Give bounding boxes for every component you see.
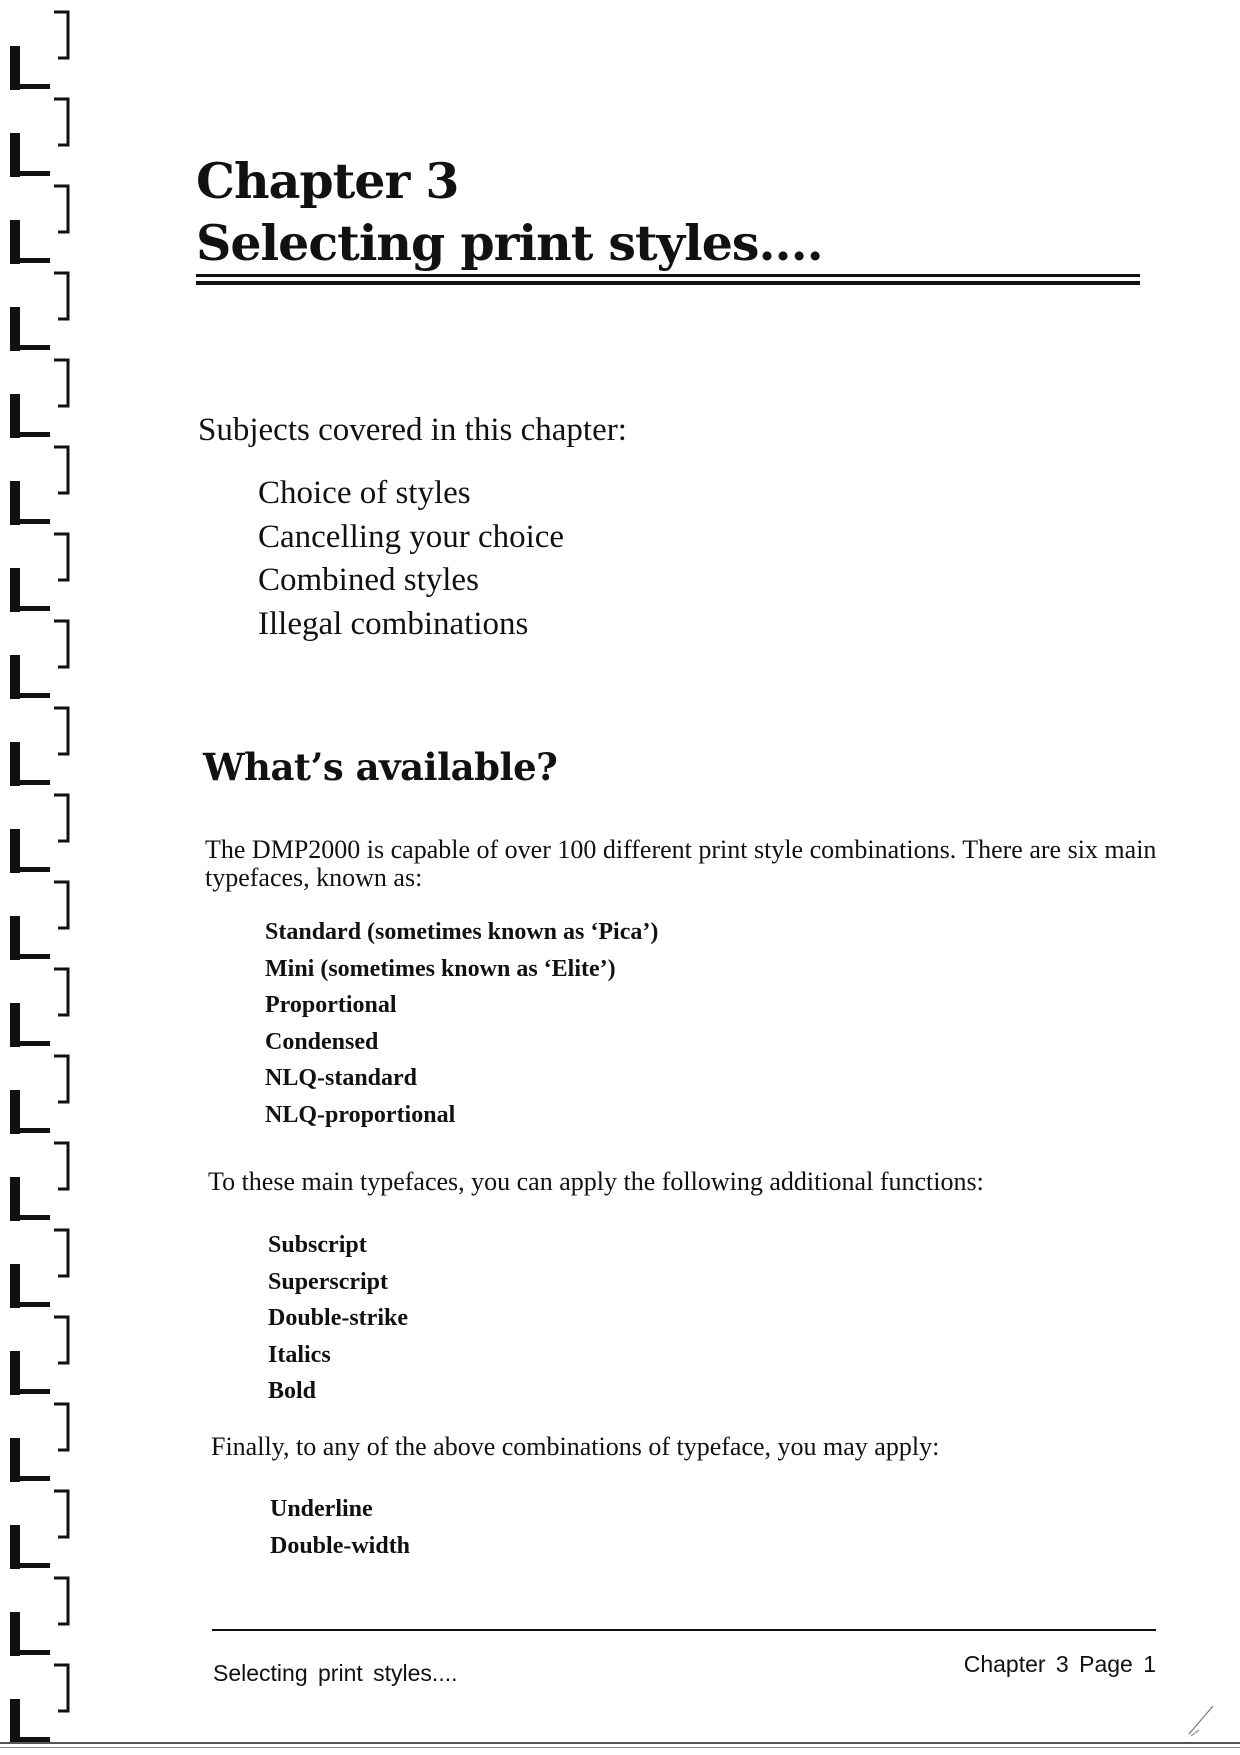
function-item: Bold bbox=[268, 1378, 317, 1404]
binding-ring bbox=[10, 1491, 68, 1569]
binding-ring bbox=[10, 969, 68, 1047]
footer-rule bbox=[212, 1629, 1156, 1631]
typeface-item: NLQ-proportional bbox=[265, 1101, 456, 1128]
binding-ring bbox=[10, 1056, 68, 1134]
finally-list bbox=[270, 1491, 410, 1564]
functions-list bbox=[268, 1227, 408, 1410]
finally-item: Double-width bbox=[270, 1532, 411, 1559]
pen-mark bbox=[1185, 1690, 1225, 1740]
subject-item: Choice of styles bbox=[258, 475, 471, 511]
subject-item: Combined styles bbox=[258, 562, 479, 598]
binding-ring bbox=[10, 1665, 68, 1743]
binding-ring bbox=[10, 99, 68, 177]
function-item: Superscript bbox=[268, 1268, 388, 1295]
section-intro-paragraph: The DMP2000 is capable of over 100 different print style combinations. There are six main typefaces, known as: bbox=[205, 835, 1157, 892]
footer-title: Selecting print styles.... bbox=[213, 1660, 458, 1686]
binding-ring bbox=[10, 12, 68, 90]
finally-item: Underline bbox=[270, 1496, 373, 1522]
binding-ring bbox=[10, 708, 68, 786]
function-item: Italics bbox=[268, 1341, 331, 1368]
section-heading: What’s available? bbox=[203, 745, 558, 789]
binding-ring bbox=[10, 795, 68, 873]
binding-ring bbox=[10, 273, 68, 351]
binding-ring bbox=[10, 1317, 68, 1395]
typeface-list bbox=[265, 914, 658, 1133]
binding-ring bbox=[10, 621, 68, 699]
binding-ring bbox=[10, 1143, 68, 1221]
subjects-list bbox=[258, 472, 564, 646]
footer-page-number: Chapter 3 Page 1 bbox=[963, 1651, 1156, 1677]
chapter-heading bbox=[196, 150, 823, 274]
binding-ring bbox=[10, 1578, 68, 1656]
binding-ring bbox=[10, 360, 68, 438]
binding-ring bbox=[10, 447, 68, 525]
typeface-item: Condensed bbox=[265, 1028, 379, 1055]
typeface-item: NLQ-standard bbox=[265, 1065, 418, 1091]
subjects-intro: Subjects covered in this chapter: bbox=[198, 412, 627, 448]
scan-edge-rule bbox=[0, 1747, 1240, 1748]
subject-item: Illegal combinations bbox=[258, 605, 529, 642]
functions-paragraph: To these main typefaces, you can apply the following additional functions: bbox=[208, 1167, 984, 1196]
spiral-binding bbox=[0, 0, 80, 1755]
finally-paragraph: Finally, to any of the above combinations of typeface, you may apply: bbox=[211, 1432, 940, 1461]
chapter-title: Selecting print styles.... bbox=[196, 214, 823, 272]
subject-item: Cancelling your choice bbox=[258, 518, 565, 555]
function-item: Double-strike bbox=[268, 1305, 408, 1331]
typeface-item: Standard (sometimes known as ‘Pica’) bbox=[265, 919, 659, 945]
scan-edge-rule bbox=[0, 1742, 1240, 1744]
binding-ring bbox=[10, 534, 68, 612]
chapter-number: Chapter 3 bbox=[196, 152, 459, 210]
binding-ring bbox=[10, 186, 68, 264]
binding-ring bbox=[10, 882, 68, 960]
typeface-item: Mini (sometimes known as ‘Elite’) bbox=[265, 955, 616, 982]
heading-rule bbox=[196, 274, 1140, 277]
binding-ring bbox=[10, 1404, 68, 1482]
function-item: Subscript bbox=[268, 1232, 367, 1258]
heading-rule-thick bbox=[196, 281, 1140, 285]
typeface-item: Proportional bbox=[265, 992, 397, 1018]
binding-ring bbox=[10, 1230, 68, 1308]
